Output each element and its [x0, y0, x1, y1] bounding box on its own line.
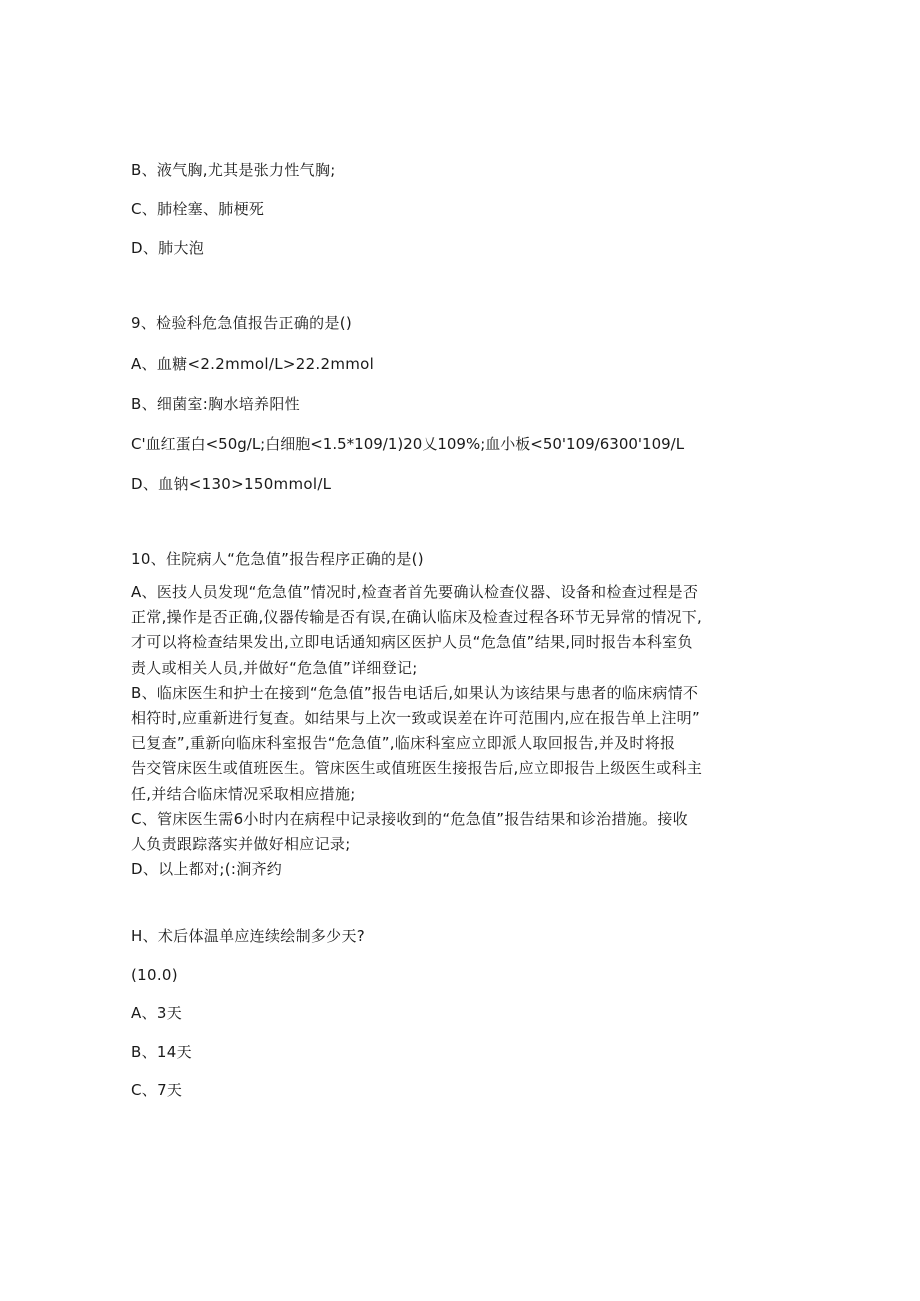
q9-question: 9、检验科危急值报告正确的是() — [131, 314, 353, 332]
q10-question: 10、住院病人“危急值”报告程序正确的是() — [131, 550, 424, 568]
q11-option-a: A、3天 — [131, 1004, 183, 1022]
q8-option-c: C、肺栓塞、肺梗死 — [131, 200, 265, 218]
q11-score: (10.0) — [131, 966, 178, 984]
q11-option-c: C、7天 — [131, 1081, 183, 1099]
q10-option-a-line: 正常,操作是否正确,仪器传输是否有误,在确认临床及检查过程各环节无异常的情况下, — [131, 608, 703, 627]
q10-option-a-line: A、医技人员发现“危急值”情况时,检查者首先要确认检查仪器、设备和检查过程是否 — [131, 583, 699, 601]
q10-option-b-line: 告交管床医生或值班医生。管床医生或值班医生接报告后,应立即报告上级医生或科主 — [131, 759, 703, 778]
q10-option-b-line: 相符时,应重新进行复查。如结果与上次一致或误差在许可范围内,应在报告单上注明” — [131, 709, 701, 728]
q9-option-a: A、血糖<2.2mmol∕L>22.2mmol — [131, 355, 375, 373]
q10-option-c-line: 人负责跟踪落实并做好相应记录; — [131, 835, 351, 854]
q10-option-b-line: 任,并结合临床情况采取相应措施; — [131, 784, 356, 803]
q10-option-c-line: C、管床医生需6小时内在病程中记录接收到的“危急值”报告结果和诊治措施。接收 — [131, 809, 688, 828]
q10-option-b-line: 已复查”,重新向临床科室报告“危急值”,临床科室应立即派人取回报告,并及时将报 — [131, 734, 676, 753]
q9-option-c: C'血红蛋白<50g∕L;白细胞<1.5*109/1)20乂109%;血小板<50'109/6300'109/L — [131, 435, 685, 453]
q9-option-b: B、细菌室:胸水培养阳性 — [131, 395, 300, 413]
q11-question: H、术后体温单应连续绘制多少天? — [131, 927, 366, 945]
q8-option-d: D、肺大泡 — [131, 239, 205, 257]
q10-option-a-line: 责人或相关人员,并做好“危急值”详细登记; — [131, 658, 418, 677]
q9-option-d: D、血钠<130>150mmol∕L — [131, 475, 332, 493]
q10-option-block — [131, 580, 791, 882]
q8-option-b: B、液气胸,尤其是张力性气胸; — [131, 161, 336, 179]
q10-option-a-line: 才可以将检查结果发出,立即电话通知病区医护人员“危急值”结果,同时报告本科室负 — [131, 633, 693, 652]
q11-option-b: B、14天 — [131, 1043, 192, 1061]
q10-option-b-line: B、临床医生和护士在接到“危急值”报告电话后,如果认为该结果与患者的临床病情不 — [131, 683, 699, 702]
q10-option-d: D、以上都对;(:涧齐约 — [131, 860, 283, 879]
